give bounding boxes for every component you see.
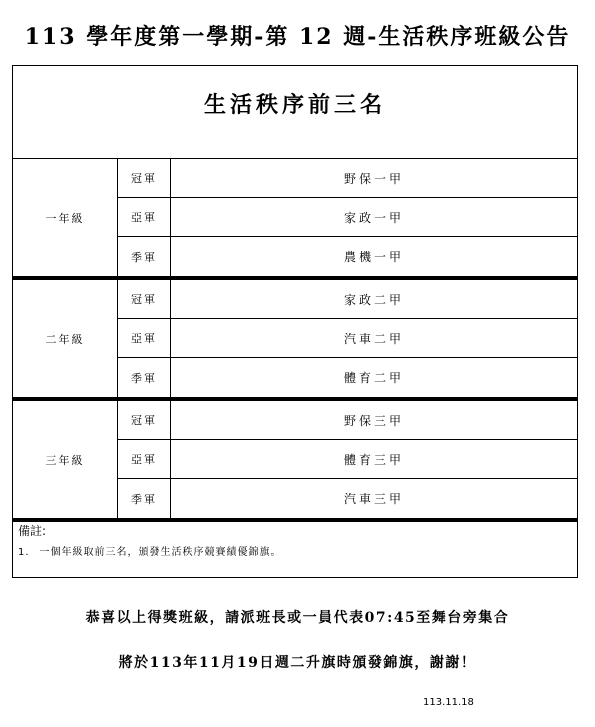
class-name: 體育二甲 — [343, 371, 404, 385]
rank-label: 亞軍 — [118, 198, 171, 237]
class-name: 農機一甲 — [343, 250, 404, 264]
rank-label: 亞軍 — [118, 319, 171, 358]
notes-label: 備註: — [18, 524, 47, 538]
class-name: 家政一甲 — [171, 198, 577, 237]
note-item — [18, 543, 282, 558]
note-text: 一個年級取前三名，頒發生活秩序競賽績優錦旗。 — [39, 547, 282, 558]
rank-label: 季軍 — [118, 358, 171, 397]
note-number: 1. — [18, 547, 30, 558]
announcement-title: 113 學年度第一學期-第 12 週-生活秩序班級公告 — [24, 24, 571, 50]
rank-label: 冠軍 — [118, 401, 171, 440]
rank-label: 冠軍 — [118, 159, 171, 198]
grade-label-3: 三年級 — [13, 401, 118, 518]
class-name: 野保一甲 — [171, 159, 577, 198]
table-subtitle: 生活秩序前三名 — [203, 92, 386, 118]
rank-label: 冠軍 — [118, 280, 171, 319]
grade-label-2: 二年級 — [13, 280, 118, 397]
class-name: 野保三甲 — [171, 401, 577, 440]
notes-separator — [13, 518, 577, 522]
class-name: 家政二甲 — [171, 280, 577, 319]
closing-line-2: 將於113年11月19日週二升旗時頒發錦旗，謝謝！ — [118, 655, 477, 671]
class-name: 體育三甲 — [171, 440, 577, 479]
rank-label: 季軍 — [118, 237, 171, 276]
class-name: 汽車三甲 — [343, 492, 404, 506]
rank-label: 亞軍 — [118, 440, 171, 479]
grade-label-1: 一年級 — [13, 159, 118, 276]
rank-label: 季軍 — [118, 479, 171, 518]
ranking-table — [12, 65, 578, 578]
class-name: 汽車二甲 — [171, 319, 577, 358]
announcement-date: 113.11.18 — [423, 697, 474, 708]
closing-line-1: 恭喜以上得獎班級，請派班長或一員代表07:45至舞台旁集合 — [85, 610, 510, 626]
